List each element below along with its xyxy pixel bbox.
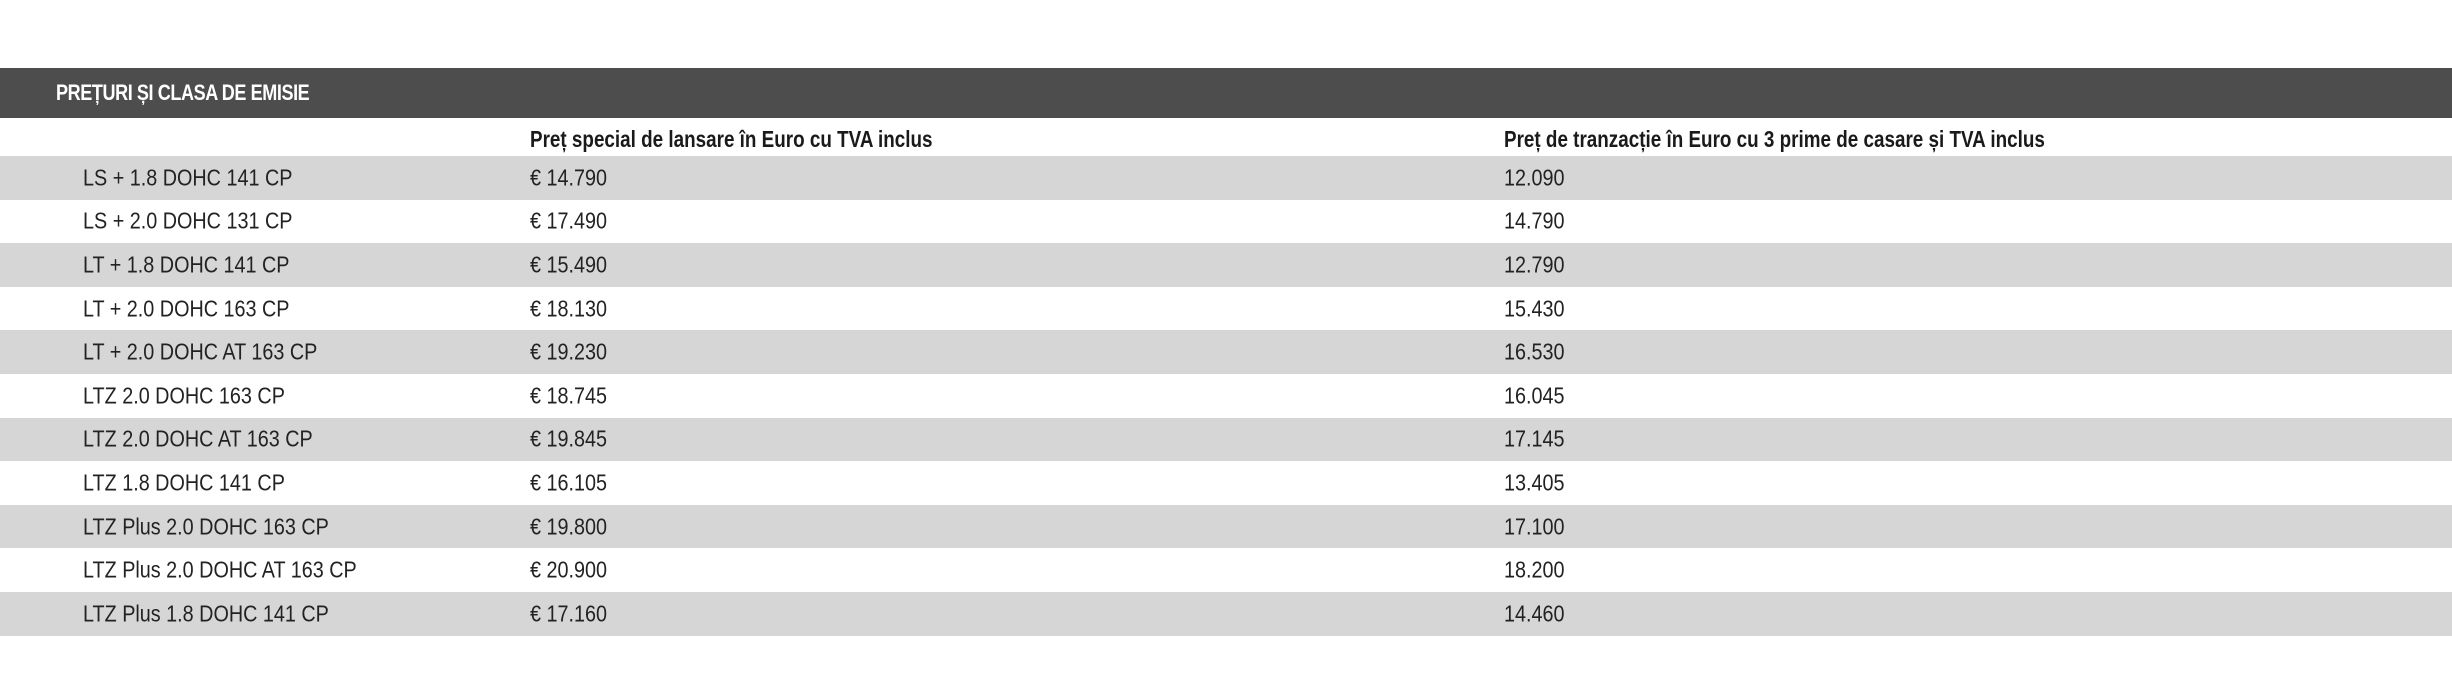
model-cell: LTZ Plus 2.0 DOHC 163 CP <box>83 513 329 540</box>
launch-price-cell: € 17.490 <box>530 207 607 234</box>
table-row <box>0 243 2452 287</box>
section-header <box>0 68 2452 118</box>
launch-price-cell: € 19.800 <box>530 513 607 540</box>
trade-price-cell: 15.430 <box>1504 295 1565 322</box>
model-cell: LT + 1.8 DOHC 141 CP <box>83 251 290 278</box>
model-cell: LT + 2.0 DOHC AT 163 CP <box>83 338 318 365</box>
trade-price-cell: 12.090 <box>1504 164 1565 191</box>
section-title: PREȚURI ȘI CLASA DE EMISIE <box>56 80 310 105</box>
trade-price-cell: 17.145 <box>1504 425 1565 452</box>
model-cell: LTZ Plus 1.8 DOHC 141 CP <box>83 600 329 627</box>
launch-price-cell: € 17.160 <box>530 600 607 627</box>
table-row <box>0 330 2452 374</box>
table-row <box>0 287 2452 331</box>
table-row <box>0 592 2452 636</box>
model-cell: LS + 2.0 DOHC 131 CP <box>83 207 293 234</box>
launch-price-cell: € 16.105 <box>530 469 607 496</box>
trade-price-cell: 17.100 <box>1504 513 1565 540</box>
table-row <box>0 374 2452 418</box>
trade-price-cell: 16.530 <box>1504 338 1565 365</box>
table-row <box>0 461 2452 505</box>
table-row <box>0 200 2452 244</box>
trade-price-cell: 14.460 <box>1504 600 1565 627</box>
column-header-row <box>0 118 2452 156</box>
launch-price-cell: € 20.900 <box>530 556 607 583</box>
price-table <box>0 68 2452 636</box>
launch-price-cell: € 18.130 <box>530 295 607 322</box>
launch-price-cell: € 19.845 <box>530 425 607 452</box>
launch-price-cell: € 14.790 <box>530 164 607 191</box>
launch-price-cell: € 15.490 <box>530 251 607 278</box>
model-cell: LTZ 2.0 DOHC AT 163 CP <box>83 425 313 452</box>
launch-price-cell: € 19.230 <box>530 338 607 365</box>
trade-price-cell: 12.790 <box>1504 251 1565 278</box>
model-cell: LS + 1.8 DOHC 141 CP <box>83 164 293 191</box>
model-cell: LTZ 1.8 DOHC 141 CP <box>83 469 285 496</box>
table-row <box>0 156 2452 200</box>
trade-price-cell: 13.405 <box>1504 469 1565 496</box>
model-cell: LTZ Plus 2.0 DOHC AT 163 CP <box>83 556 357 583</box>
table-row <box>0 418 2452 462</box>
model-cell: LTZ 2.0 DOHC 163 CP <box>83 382 285 409</box>
table-row <box>0 548 2452 592</box>
launch-price-cell: € 18.745 <box>530 382 607 409</box>
trade-price-cell: 16.045 <box>1504 382 1565 409</box>
column-header-launch-price: Preț special de lansare în Euro cu TVA inclus <box>530 126 933 152</box>
trade-price-cell: 18.200 <box>1504 556 1565 583</box>
model-cell: LT + 2.0 DOHC 163 CP <box>83 295 290 322</box>
column-header-trade-price: Preț de tranzacție în Euro cu 3 prime de casare și TVA inclus <box>1504 126 2045 152</box>
table-row <box>0 505 2452 549</box>
table-body <box>0 156 2452 636</box>
trade-price-cell: 14.790 <box>1504 207 1565 234</box>
